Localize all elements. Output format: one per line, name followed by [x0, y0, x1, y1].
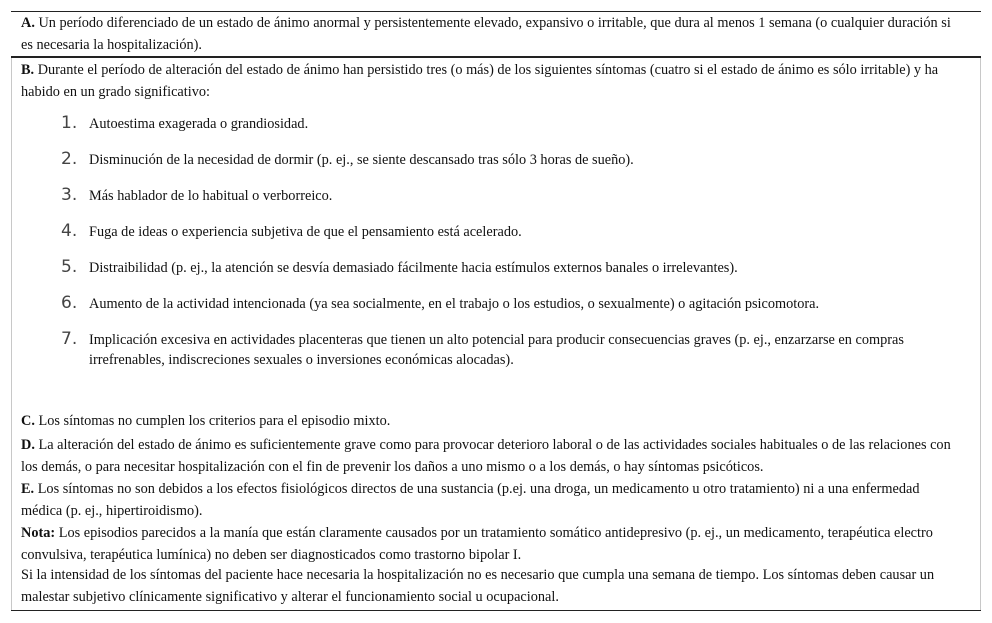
list-item — [61, 186, 941, 222]
list-item-text: Más hablador de lo habitual o verborreico. — [89, 188, 333, 204]
criterion-d-text: La alteración del estado de ánimo es suficientemente grave como para provocar deterioro laboral o de las actividades sociales habituales o de las relaciones con los demás, o para necesitar hospitalización con el fin de prevenir los daños a uno mismo o a los demás, o hay síntomas psicóticos. — [21, 437, 951, 475]
criterion-c-label: C. — [21, 413, 35, 429]
criterion-c — [21, 410, 956, 432]
list-item-number: 3. — [61, 185, 78, 205]
list-item-number: 6. — [61, 293, 78, 313]
note-label: Nota: — [21, 525, 56, 541]
list-item — [61, 114, 941, 150]
criterion-b-text: Durante el período de alteración del estado de ánimo han persistido tres (o más) de los siguientes síntomas (cuatro si el estado de ánimo es sólo irritable) y ha habido en un grado significativo: — [21, 62, 939, 100]
criterion-e — [21, 478, 956, 522]
table-bottom-rule — [11, 610, 981, 611]
list-item-text: Autoestima exagerada o grandiosidad. — [89, 116, 309, 132]
criterion-c-text: Los síntomas no cumplen los criterios para el episodio mixto. — [38, 413, 391, 429]
list-item-number: 1. — [61, 113, 78, 133]
list-item-text: Distraibilidad (p. ej., la atención se desvía demasiado fácilmente hacia estímulos externos banales o irrelevantes). — [89, 260, 738, 276]
list-item — [61, 258, 941, 294]
criterion-e-label: E. — [21, 481, 35, 497]
criterion-b-label: B. — [21, 62, 35, 78]
note-extra: Si la intensidad de los síntomas del paciente hace necesaria la hospitalización no es necesario que cumpla una semana de tiempo. Los síntomas deben causar un malestar subjetivo clínicamente significativo y alterar el funcionamiento social u ocupacional. — [21, 567, 935, 605]
criterion-d-label: D. — [21, 437, 35, 453]
criterion-d — [21, 434, 956, 478]
symptom-list — [61, 114, 941, 370]
criterion-a-label: A. — [21, 15, 35, 31]
criterion-e-text: Los síntomas no son debidos a los efectos fisiológicos directos de una sustancia (p.ej. una droga, un medicamento u otro tratamiento) ni a una enfermedad médica (p. ej., hipertiroidismo). — [21, 481, 920, 519]
list-item-text: Fuga de ideas o experiencia subjetiva de que el pensamiento está acelerado. — [89, 224, 522, 240]
list-item — [61, 294, 941, 330]
note-text: Los episodios parecidos a la manía que están claramente causados por un tratamiento somático antidepresivo (p. ej., un medicamento, terapéutica electro convulsiva, terapéutica lumínica) no deben ser diagnosticados como trastorno bipolar I. — [21, 525, 933, 563]
list-item-number: 2. — [61, 149, 78, 169]
list-item — [61, 150, 941, 186]
criterion-b — [21, 59, 956, 103]
list-item-text: Aumento de la actividad intencionada (ya sea socialmente, en el trabajo o los estudios, o sexualmente) o agitación psicomotora. — [89, 296, 820, 312]
list-item — [61, 222, 941, 258]
list-item — [61, 330, 941, 370]
note — [21, 522, 956, 566]
list-item-number: 7. — [61, 329, 78, 349]
list-item-text: Implicación excesiva en actividades placenteras que tienen un alto potencial para producir consecuencias graves (p. ej., enzarzarse en compras irrefrenables, indiscreciones sexuales o inversiones económicas alocadas). — [89, 332, 904, 368]
list-item-number: 5. — [61, 257, 78, 277]
criterion-a — [21, 12, 956, 56]
list-item-number: 4. — [61, 221, 78, 241]
criterion-a-text: Un período diferenciado de un estado de ánimo anormal y persistentemente elevado, expansivo o irritable, que dura al menos 1 semana (o cualquier duración si es necesaria la hospitalización). — [21, 15, 951, 53]
list-item-text: Disminución de la necesidad de dormir (p. ej., se siente descansado tras sólo 3 horas de sueño). — [89, 152, 634, 168]
